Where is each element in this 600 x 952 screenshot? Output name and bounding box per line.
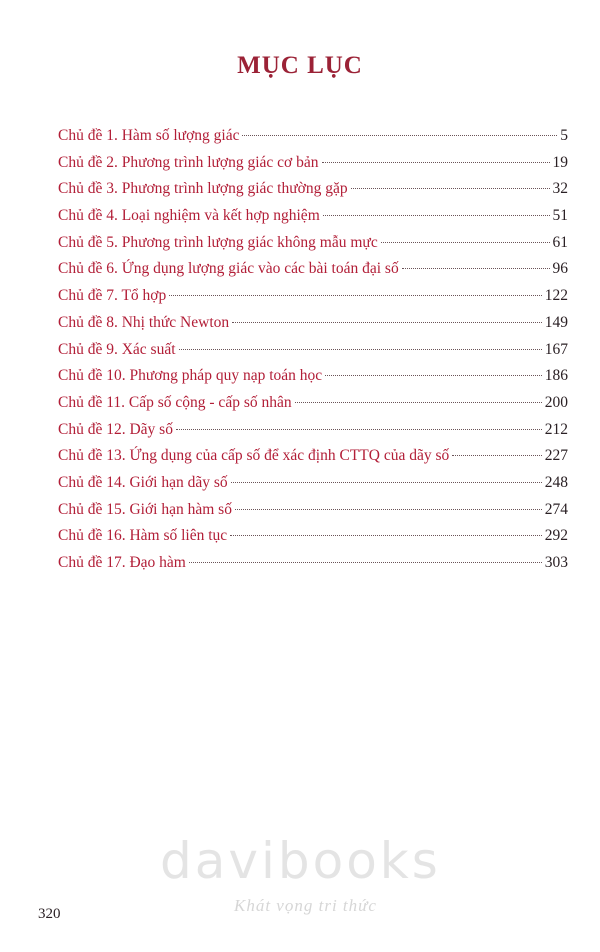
toc-entry-label: Chủ đề 8. Nhị thức Newton <box>58 313 230 331</box>
dot-leader <box>295 402 542 403</box>
toc-entry-page: 274 <box>544 500 568 518</box>
toc-entry <box>58 363 568 390</box>
toc-entry <box>58 176 568 203</box>
dot-leader <box>230 535 542 536</box>
toc-entry-label: Chủ đề 17. Đạo hàm <box>58 554 186 571</box>
toc-entry-page: 51 <box>552 207 568 225</box>
page-title: MỤC LỤC <box>237 52 363 79</box>
dot-leader <box>322 162 550 163</box>
toc-entry-page: 19 <box>552 153 568 171</box>
toc-entry <box>58 550 568 577</box>
dot-leader <box>325 375 542 376</box>
toc-entry <box>58 497 568 524</box>
toc-entry <box>58 283 568 310</box>
toc-entry <box>58 337 568 364</box>
toc-entry <box>58 230 568 257</box>
dot-leader <box>232 322 542 323</box>
toc-entry-page: 212 <box>544 420 568 438</box>
toc-entry <box>58 443 568 470</box>
dot-leader <box>323 215 550 216</box>
toc-entry-page: 32 <box>552 180 568 198</box>
toc-entry <box>58 310 568 337</box>
toc-entry <box>58 123 568 150</box>
toc-entry-label: Chủ đề 11. Cấp số cộng - cấp số nhân <box>58 393 292 411</box>
toc-entry-label: Chủ đề 6. Ứng dụng lượng giác vào các bài toán đại số <box>58 260 399 278</box>
dot-leader <box>176 429 542 430</box>
table-of-contents <box>58 123 568 577</box>
toc-entry-label: Chủ đề 15. Giới hạn hàm số <box>58 500 232 518</box>
toc-entry-page: 96 <box>552 260 568 278</box>
toc-entry-label: Chủ đề 3. Phương trình lượng giác thường gặp <box>58 180 348 198</box>
dot-leader <box>402 268 550 269</box>
toc-entry-page: 167 <box>544 340 568 358</box>
toc-entry-label: Chủ đề 13. Ứng dụng của cấp số để xác định CTTQ của dãy số <box>58 447 450 465</box>
toc-entry-label: Chủ đề 9. Xác suất <box>58 340 176 358</box>
toc-entry-page: 149 <box>544 313 568 331</box>
toc-entry <box>58 150 568 177</box>
toc-entry-label: Chủ đề 14. Giới hạn dãy số <box>58 473 228 491</box>
toc-entry-page: 186 <box>544 367 568 385</box>
dot-leader <box>351 188 550 189</box>
dot-leader <box>242 135 557 136</box>
watermark <box>160 832 460 915</box>
toc-entry-label: Chủ đề 2. Phương trình lượng giác cơ bản <box>58 153 319 171</box>
toc-entry-label: Chủ đề 5. Phương trình lượng giác không mẫu mực <box>58 233 378 251</box>
toc-entry-label: Chủ đề 1. Hàm số lượng giác <box>58 127 240 144</box>
toc-entry-page: 5 <box>560 127 568 144</box>
dot-leader <box>189 562 542 563</box>
toc-entry-label: Chủ đề 10. Phương pháp quy nạp toán học <box>58 367 323 385</box>
toc-entry-page: 303 <box>544 554 568 571</box>
toc-entry-label: Chủ đề 16. Hàm số liên tục <box>58 527 228 545</box>
toc-entry-label: Chủ đề 12. Dãy số <box>58 420 173 438</box>
toc-entry-page: 227 <box>544 447 568 465</box>
toc-entry-page: 122 <box>544 287 568 305</box>
toc-entry-page: 61 <box>552 233 568 251</box>
watermark-slogan: Khát vọng tri thức <box>234 896 377 915</box>
toc-entry <box>58 203 568 230</box>
toc-entry <box>58 470 568 497</box>
dot-leader <box>235 509 542 510</box>
toc-entry-page: 248 <box>544 473 568 491</box>
toc-entry-label: Chủ đề 7. Tổ hợp <box>58 287 167 305</box>
dot-leader <box>231 482 542 483</box>
toc-entry <box>58 417 568 444</box>
toc-entry <box>58 523 568 550</box>
dot-leader <box>381 242 550 243</box>
toc-entry <box>58 390 568 417</box>
toc-entry <box>58 256 568 283</box>
toc-entry-label: Chủ đề 4. Loại nghiệm và kết hợp nghiệm <box>58 207 320 225</box>
page-number: 320 <box>38 906 61 922</box>
dot-leader <box>169 295 542 296</box>
toc-entry-page: 292 <box>544 527 568 545</box>
watermark-logo: davibooks <box>160 832 441 890</box>
toc-entry-page: 200 <box>544 393 568 411</box>
dot-leader <box>179 349 542 350</box>
dot-leader <box>452 455 541 456</box>
